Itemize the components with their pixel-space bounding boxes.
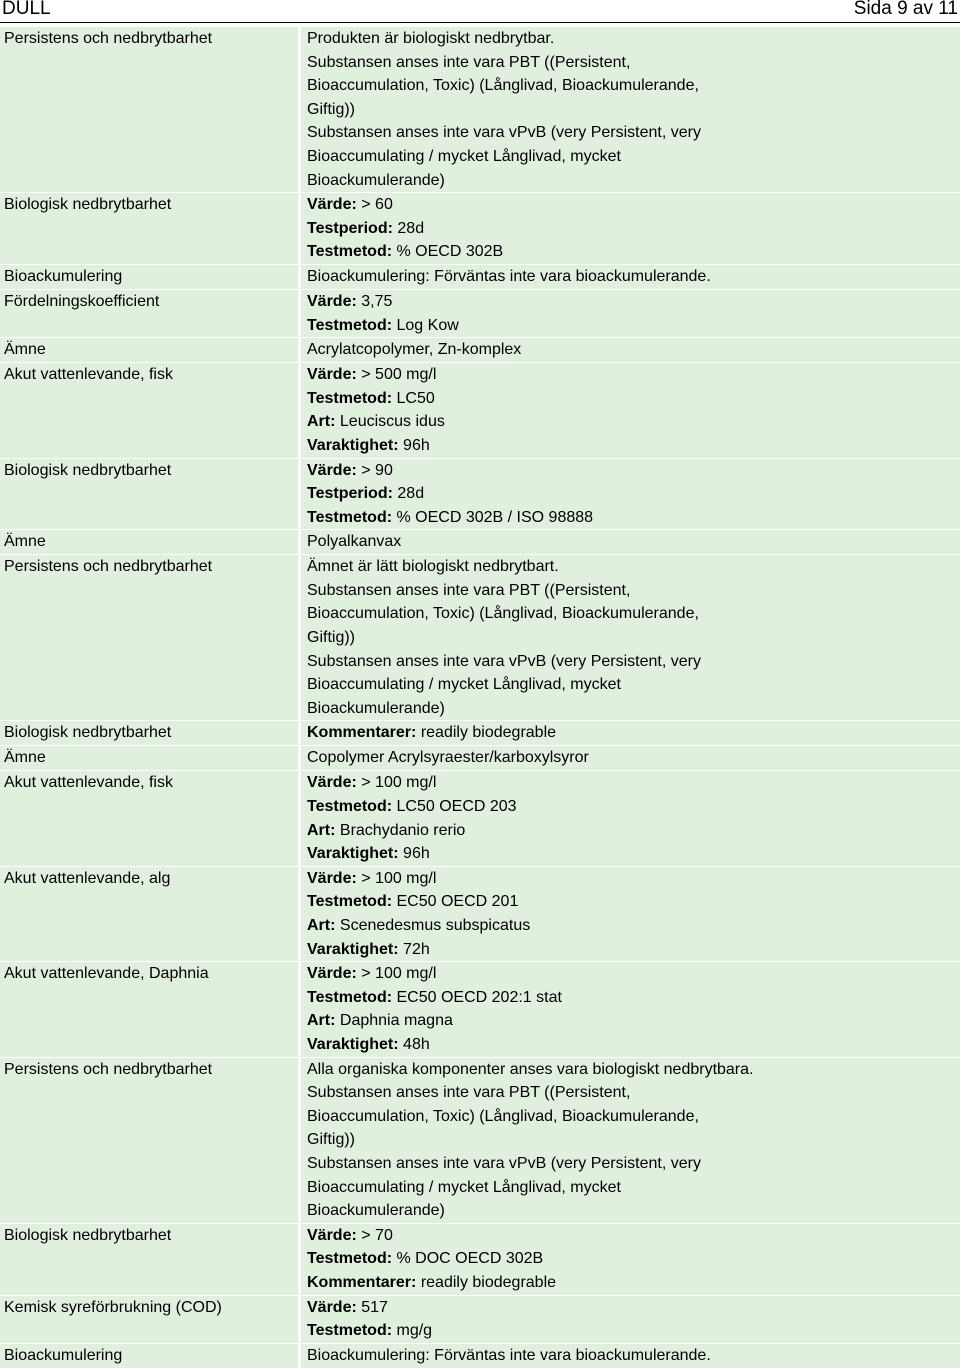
row-label: Akut vattenlevande, Daphnia (0, 962, 298, 1056)
row-label: Ämne (0, 338, 298, 362)
field-key: Testmetod: (307, 389, 393, 407)
value-line (307, 145, 960, 169)
field-text: 3,75 (361, 292, 393, 310)
field-key: Varaktighet: (307, 940, 399, 958)
row-label: Biologisk nedbrytbarhet (0, 193, 298, 264)
field-text: mg/g (396, 1322, 433, 1340)
value-line (307, 1176, 960, 1200)
table-row (0, 193, 960, 264)
field-text: Alla organiska komponenter anses vara biologiskt nedbrytbara. (307, 1060, 754, 1078)
table-row (0, 338, 960, 362)
field-key: Testmetod: (307, 798, 393, 816)
value-line (307, 721, 960, 745)
value-line (307, 290, 960, 314)
field-key: Värde: (307, 774, 357, 792)
row-value (301, 338, 960, 362)
field-key: Värde: (307, 965, 357, 983)
field-text: 96h (403, 436, 430, 454)
field-text: > 500 mg/l (361, 366, 437, 384)
row-value (301, 1296, 960, 1343)
field-key: Art: (307, 821, 336, 839)
field-key: Värde: (307, 196, 357, 214)
table-row (0, 555, 960, 720)
row-label: Akut vattenlevande, fisk (0, 363, 298, 457)
value-line (307, 169, 960, 193)
document-title: DULL (2, 0, 51, 19)
field-text: > 100 mg/l (361, 774, 437, 792)
value-line (307, 626, 960, 650)
row-value (301, 265, 960, 289)
value-line (307, 1296, 960, 1320)
value-line (307, 697, 960, 721)
field-text: readily biodegrable (420, 724, 557, 742)
field-text: Giftig)) (307, 1131, 355, 1149)
value-line (307, 938, 960, 962)
field-text: Bioaccumulating / mycket Långlivad, mycket (307, 147, 621, 165)
value-line (307, 1105, 960, 1129)
field-text: Bioaccumulating / mycket Långlivad, mycket (307, 1178, 621, 1196)
field-text: > 100 mg/l (361, 965, 437, 983)
value-line (307, 914, 960, 938)
table-row (0, 27, 960, 192)
table-row (0, 771, 960, 865)
table-row (0, 1224, 960, 1295)
value-line (307, 1033, 960, 1057)
field-text: Substansen anses inte vara vPvB (very Persistent, very (307, 124, 701, 142)
row-label: Akut vattenlevande, fisk (0, 771, 298, 865)
row-value (301, 1344, 960, 1368)
field-text: 28d (397, 485, 425, 503)
row-value (301, 193, 960, 264)
row-value (301, 867, 960, 961)
value-line (307, 1224, 960, 1248)
value-line (307, 51, 960, 75)
field-text: Produkten är biologiskt nedbrytbar. (307, 30, 555, 47)
field-text: Substansen anses inte vara PBT ((Persistent, (307, 1084, 631, 1102)
table-row (0, 867, 960, 961)
value-line (307, 1009, 960, 1033)
value-line (307, 482, 960, 506)
row-label: Biologisk nedbrytbarhet (0, 721, 298, 745)
field-text: Leuciscus idus (339, 413, 445, 431)
field-key: Värde: (307, 461, 357, 479)
value-line (307, 1081, 960, 1105)
field-text: Copolymer Acrylsyraester/karboxylsyror (307, 749, 589, 767)
field-text: > 100 mg/l (361, 869, 437, 887)
field-key: Testperiod: (307, 485, 393, 503)
field-text: Bioackumulerande) (307, 171, 445, 189)
row-label: Persistens och nedbrytbarhet (0, 27, 298, 192)
field-key: Testmetod: (307, 1250, 393, 1268)
value-line (307, 771, 960, 795)
value-line (307, 338, 960, 362)
ecological-info-table (0, 27, 960, 1369)
page-header (0, 0, 960, 23)
row-label: Bioackumulering (0, 265, 298, 289)
value-line (307, 314, 960, 338)
field-text: Daphnia magna (339, 1012, 453, 1030)
field-text: Polyalkanvax (307, 533, 402, 551)
field-text: Bioaccumulation, Toxic) (Långlivad, Bioackumulerande, (307, 605, 699, 623)
value-line (307, 819, 960, 843)
value-line (307, 1247, 960, 1271)
field-text: LC50 OECD 203 (396, 798, 517, 816)
field-text: > 90 (361, 461, 393, 479)
table-row (0, 265, 960, 289)
value-line (307, 265, 960, 289)
row-value (301, 746, 960, 770)
field-key: Värde: (307, 292, 357, 310)
table-row (0, 363, 960, 457)
field-text: 48h (403, 1035, 430, 1053)
field-key: Värde: (307, 1226, 357, 1244)
table-row (0, 459, 960, 530)
value-line (307, 1319, 960, 1343)
row-label: Fördelningskoefficient (0, 290, 298, 337)
value-line (307, 1128, 960, 1152)
field-key: Art: (307, 1012, 336, 1030)
field-text: readily biodegrable (420, 1273, 557, 1291)
value-line (307, 459, 960, 483)
field-key: Kommentarer: (307, 1273, 417, 1291)
row-value (301, 555, 960, 720)
row-value (301, 27, 960, 192)
row-value (301, 1224, 960, 1295)
field-text: Log Kow (396, 316, 459, 334)
field-text: Bioaccumulating / mycket Långlivad, mycket (307, 676, 621, 694)
value-line (307, 555, 960, 579)
value-line (307, 602, 960, 626)
field-key: Testperiod: (307, 219, 393, 237)
row-value (301, 771, 960, 865)
field-key: Testmetod: (307, 893, 393, 911)
value-line (307, 240, 960, 264)
row-label: Biologisk nedbrytbarhet (0, 1224, 298, 1295)
value-line (307, 410, 960, 434)
field-text: Substansen anses inte vara vPvB (very Persistent, very (307, 1154, 701, 1172)
field-key: Art: (307, 917, 336, 934)
page-number: Sida 9 av 11 (853, 0, 958, 19)
field-text: EC50 OECD 202:1 stat (396, 988, 562, 1006)
field-key: Värde: (307, 1298, 357, 1316)
row-value (301, 1058, 960, 1223)
value-line (307, 795, 960, 819)
value-line (307, 962, 960, 986)
value-line (307, 27, 960, 51)
field-text: Substansen anses inte vara PBT ((Persistent, (307, 581, 631, 599)
field-text: Brachydanio rerio (339, 821, 466, 839)
field-text: 72h (403, 940, 430, 958)
row-label: Akut vattenlevande, alg (0, 867, 298, 961)
field-key: Testmetod: (307, 988, 393, 1006)
value-line (307, 1271, 960, 1295)
field-key: Testmetod: (307, 243, 393, 261)
row-value (301, 530, 960, 554)
field-text: Scenedesmus subspicatus (339, 917, 531, 934)
field-text: Bioaccumulation, Toxic) (Långlivad, Bioackumulerande, (307, 77, 699, 95)
field-text: Bioaccumulation, Toxic) (Långlivad, Bioackumulerande, (307, 1107, 699, 1125)
field-text: Giftig)) (307, 100, 355, 118)
field-key: Testmetod: (307, 316, 393, 334)
table-row (0, 530, 960, 554)
value-line (307, 387, 960, 411)
table-row (0, 962, 960, 1056)
value-line (307, 530, 960, 554)
field-text: Acrylatcopolymer, Zn-komplex (307, 341, 522, 359)
field-text: LC50 (396, 389, 435, 407)
field-text: Bioackumulering: Förväntas inte vara bioackumulerande. (307, 1346, 711, 1364)
row-label: Persistens och nedbrytbarhet (0, 555, 298, 720)
field-text: > 70 (361, 1226, 393, 1244)
field-text: Substansen anses inte vara vPvB (very Persistent, very (307, 652, 701, 670)
field-key: Varaktighet: (307, 436, 399, 454)
row-value (301, 721, 960, 745)
row-label: Bioackumulering (0, 1344, 298, 1368)
table-row (0, 1296, 960, 1343)
table-row (0, 746, 960, 770)
value-line (307, 506, 960, 530)
value-line (307, 74, 960, 98)
table-row (0, 1344, 960, 1368)
row-value (301, 962, 960, 1056)
field-key: Värde: (307, 366, 357, 384)
value-line (307, 579, 960, 603)
row-label: Ämne (0, 746, 298, 770)
row-value (301, 459, 960, 530)
field-text: > 60 (361, 196, 393, 214)
field-text: Giftig)) (307, 629, 355, 647)
field-text: Substansen anses inte vara PBT ((Persistent, (307, 53, 631, 71)
value-line (307, 217, 960, 241)
field-key: Kommentarer: (307, 724, 417, 742)
field-text: % DOC OECD 302B (396, 1250, 544, 1268)
value-line (307, 890, 960, 914)
field-text: Bioackumulering: Förväntas inte vara bioackumulerande. (307, 267, 711, 285)
table-row (0, 721, 960, 745)
field-key: Testmetod: (307, 508, 393, 526)
value-line (307, 98, 960, 122)
value-line (307, 650, 960, 674)
table-row (0, 1058, 960, 1223)
row-label: Persistens och nedbrytbarhet (0, 1058, 298, 1223)
row-value (301, 290, 960, 337)
field-key: Varaktighet: (307, 1035, 399, 1053)
value-line (307, 193, 960, 217)
table-row (0, 290, 960, 337)
value-line (307, 363, 960, 387)
field-key: Värde: (307, 869, 357, 887)
value-line (307, 842, 960, 866)
field-text: % OECD 302B / ISO 98888 (396, 508, 594, 526)
value-line (307, 1058, 960, 1082)
value-line (307, 986, 960, 1010)
value-line (307, 746, 960, 770)
field-text: Bioackumulerande) (307, 699, 445, 717)
field-key: Varaktighet: (307, 845, 399, 863)
value-line (307, 867, 960, 891)
value-line (307, 121, 960, 145)
value-line (307, 1152, 960, 1176)
value-line (307, 673, 960, 697)
field-text: % OECD 302B (396, 243, 504, 261)
field-text: Bioackumulerande) (307, 1202, 445, 1220)
value-line (307, 434, 960, 458)
value-line (307, 1199, 960, 1223)
field-text: EC50 OECD 201 (396, 893, 519, 911)
row-value (301, 363, 960, 457)
row-label: Kemisk syreförbrukning (COD) (0, 1296, 298, 1343)
field-text: 517 (361, 1298, 388, 1316)
row-label: Biologisk nedbrytbarhet (0, 459, 298, 530)
field-text: 96h (403, 845, 430, 863)
field-key: Art: (307, 413, 336, 431)
row-label: Ämne (0, 530, 298, 554)
field-text: 28d (397, 219, 425, 237)
field-text: Ämnet är lätt biologiskt nedbrytbart. (307, 558, 559, 576)
field-key: Testmetod: (307, 1322, 393, 1340)
